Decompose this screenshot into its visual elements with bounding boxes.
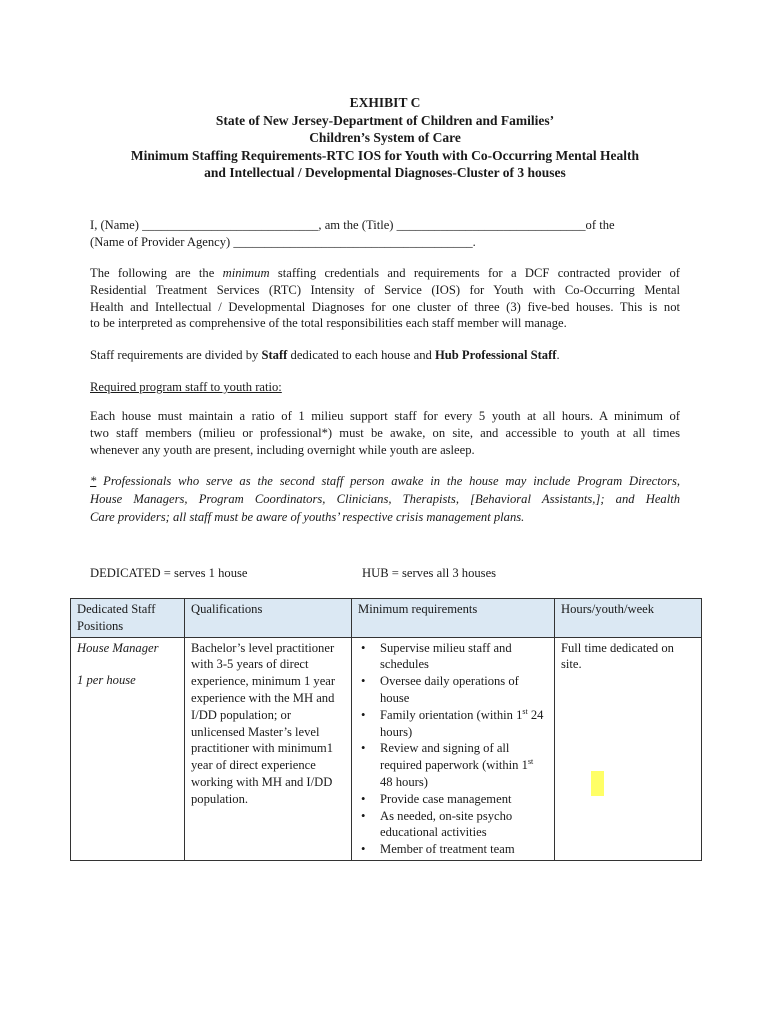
list-item: • As needed, on-site psycho educational activities: [358, 808, 548, 842]
footnote-line-3: Care providers; all staff must be aware of youths’ respective crisis management plans.: [90, 510, 525, 524]
ratio-paragraph: [90, 408, 680, 458]
hours-cell: [555, 637, 702, 860]
title-line-2: and Intellectual / Developmental Diagnoses-Cluster of 3 houses: [204, 165, 566, 180]
footnote-line-1: * Professionals who serve as the second staff person awake in the house may include Program Directors,: [90, 474, 680, 488]
header-qualifications: Qualifications: [185, 599, 352, 638]
footnote-line-2: House Managers, Program Coordinators, Clinicians, Therapists, [Behavioral Assistants,]; and Health: [90, 492, 680, 506]
header-positions: Dedicated Staff Positions: [71, 599, 185, 638]
position-cell: [71, 637, 185, 860]
department-name: State of New Jersey-Department of Children and Families’: [215, 112, 555, 128]
staff-split-paragraph: Staff requirements are divided by Staff dedicated to each house and Hub Professional Staff.: [90, 348, 560, 362]
attestation-paragraph: [90, 217, 680, 251]
intro-line-1: The following are the minimum staffing credentials and requirements for a DCF contracted provider of: [90, 266, 680, 280]
staff-requirements-table: [70, 598, 702, 861]
ratio-heading: Required program staff to youth ratio:: [90, 380, 282, 394]
staff-bold: Staff: [261, 348, 288, 362]
highlight-mark: [591, 771, 604, 796]
position-name: House Manager: [77, 640, 159, 655]
qualifications-cell: Bachelor’s level practitioner with 3-5 years of direct experience, minimum 1 year experience with the MH and I/DD population; or unlicensed Master’s level practitioner with minimum1 year of direct experience working with MH and I/DD population.: [185, 637, 352, 860]
dedicated-legend: DEDICATED = serves 1 house: [90, 566, 248, 580]
minimum-emphasis: minimum: [222, 266, 270, 280]
document-title-block: [60, 94, 710, 182]
table-row: [71, 637, 702, 860]
system-name: Children’s System of Care: [309, 130, 461, 145]
list-item: • Family orientation (within 1st 24 hours): [358, 707, 548, 741]
list-item: • Oversee daily operations of house: [358, 673, 548, 707]
ratio-heading-block: [90, 379, 680, 396]
list-item: • Supervise milieu staff and schedules: [358, 640, 548, 674]
header-hours: Hours/youth/week: [555, 599, 702, 638]
intro-line-4: to be interpreted as comprehensive of the total responsibilities each staff member will manage.: [90, 316, 567, 331]
footnote-paragraph: [90, 472, 680, 526]
intro-line-2: Residential Treatment Services (RTC) Intensity of Service (IOS) for Youth with Co-Occurring Mental: [90, 282, 680, 297]
position-count: 1 per house: [77, 673, 136, 688]
requirements-cell: [352, 637, 555, 860]
attestation-line-2: (Name of Provider Agency) ______________________________________.: [90, 234, 476, 249]
list-item: • Member of treatment team: [358, 841, 548, 858]
ratio-line-1: Each house must maintain a ratio of 1 milieu support staff for every 5 youth at all hours. A minimum of: [90, 409, 680, 423]
title-line-1: Minimum Staffing Requirements-RTC IOS for Youth with Co-Occurring Mental Health: [130, 147, 640, 163]
hub-staff-bold: Hub Professional Staff: [434, 348, 557, 362]
footnote-star: *: [90, 474, 97, 488]
exhibit-label: EXHIBIT C: [349, 95, 421, 110]
intro-paragraph: [90, 265, 680, 332]
requirements-list: [358, 640, 548, 858]
list-item: • Review and signing of all required paperwork (within 1st 48 hours): [358, 740, 548, 790]
intro-line-3: Health and Intellectual / Developmental Diagnoses for one cluster of three (3) five-bed houses. This is not: [90, 299, 680, 314]
ratio-line-2: two staff members (milieu or professional*) must be awake, on site, and accessible to youth at all times: [90, 425, 680, 440]
list-item: • Provide case management: [358, 791, 548, 808]
hub-legend: HUB = serves all 3 houses: [362, 566, 497, 580]
hours-text: Full time dedicated on site.: [561, 640, 674, 672]
header-minimum-requirements: Minimum requirements: [352, 599, 555, 638]
ratio-line-3: whenever any youth are present, including overnight while youth are asleep.: [90, 442, 475, 457]
attestation-line-1: I, (Name) ____________________________, am the (Title) ______________________________of the: [90, 218, 615, 232]
table-header-row: [71, 599, 702, 638]
